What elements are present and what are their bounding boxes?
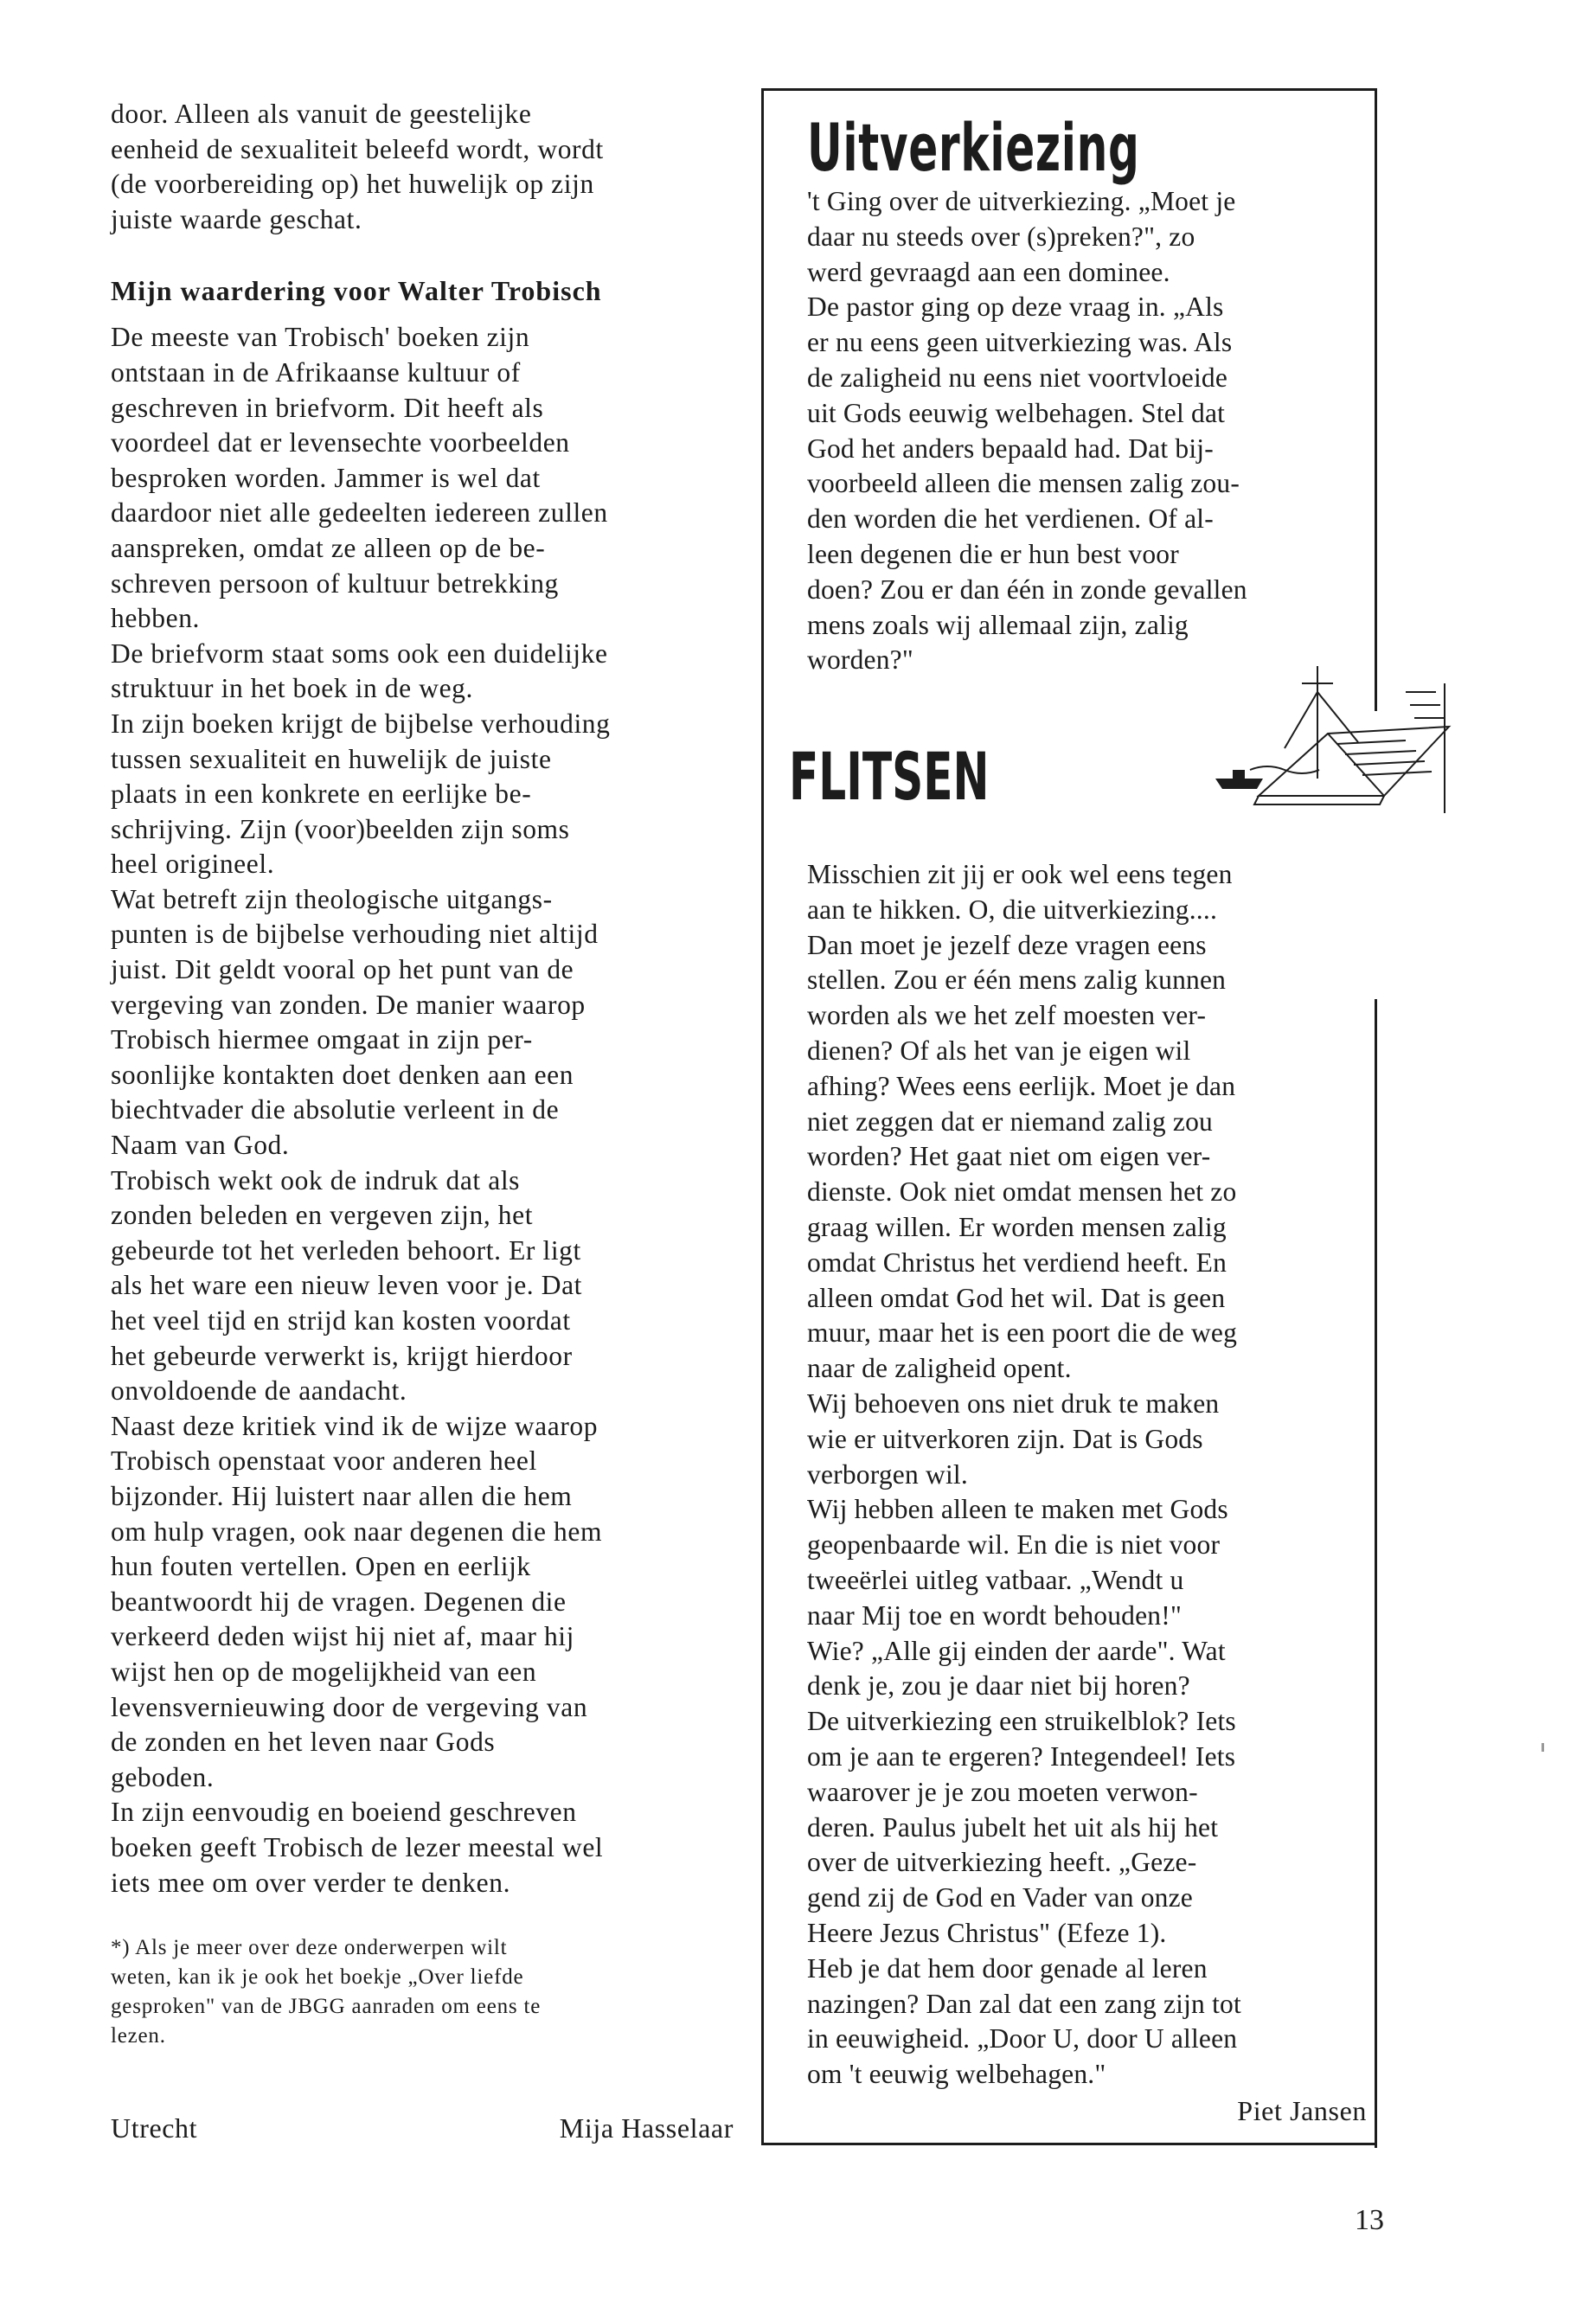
text-line: om je aan te ergeren? Integendeel! Iets — [807, 1740, 1236, 1772]
text-line: juist. Dit geldt vooral op het punt van de — [111, 954, 574, 985]
box-intro-text — [807, 184, 1326, 678]
text-line: Heb je dat hem door genade al leren — [807, 1952, 1208, 1984]
text-line: stellen. Zou er één mens zalig kunnen — [807, 965, 1227, 996]
text-line: afhing? Wees eens eerlijk. Moet je dan — [807, 1070, 1236, 1101]
text-line: ontstaan in de Afrikaanse kultuur of — [111, 356, 521, 388]
text-line: daardoor niet alle gedeelten iedereen zullen — [111, 497, 608, 529]
text-line: In zijn eenvoudig en boeiend geschreven — [111, 1797, 577, 1828]
text-line: Wij hebben alleen te maken met Gods — [807, 1494, 1228, 1525]
author-name: Mija Hasselaar — [559, 2112, 734, 2144]
page-number: 13 — [1355, 2204, 1384, 2236]
text-line: als het ware een nieuw leven voor je. Dat — [111, 1270, 583, 1301]
text-line: verkeerd deden wijst hij niet af, maar hij — [111, 1621, 575, 1652]
text-line: aanspreken, omdat ze alleen op de be- — [111, 532, 546, 563]
text-line: waarover je je zou moeten verwon- — [807, 1776, 1198, 1807]
text-line: gend zij de God en Vader van onze — [807, 1882, 1193, 1913]
text-line: alleen omdat God het wil. Dat is geen — [807, 1282, 1226, 1313]
text-line: onvoldoende de aandacht. — [111, 1375, 407, 1407]
text-line: juiste waarde geschat. — [111, 203, 362, 234]
text-line: door. Alleen als vanuit de geestelijke — [111, 99, 532, 129]
text-line: het gebeurde verwerkt is, krijgt hierdoor — [111, 1340, 573, 1371]
text-line: God het anders bepaald had. Dat bij- — [807, 433, 1214, 464]
text-line: Wij behoeven ons niet druk te maken — [807, 1388, 1220, 1419]
text-line: beantwoordt hij de vragen. Degenen die — [111, 1586, 567, 1617]
text-line: omdat Christus het verdiend heeft. En — [807, 1247, 1227, 1278]
text-line: 't Ging over de uitverkiezing. „Moet je — [807, 186, 1236, 216]
text-line: den worden die het verdienen. Of al- — [807, 503, 1214, 535]
intro-paragraph — [111, 97, 734, 237]
text-line: de zonden en het leven naar Gods — [111, 1727, 496, 1758]
text-line: De uitverkiezing een struikelblok? Iets — [807, 1706, 1236, 1737]
text-line: naar Mij toe en wordt behouden!" — [807, 1599, 1183, 1631]
text-line: Dan moet je jezelf deze vragen eens — [807, 929, 1207, 960]
boxed-article — [761, 88, 1375, 2145]
box-body-text — [807, 857, 1326, 2093]
box-border-segment — [1375, 88, 1377, 711]
text-line: om 't eeuwig welbehagen." — [807, 2059, 1106, 2090]
text-line: wie er uitverkoren zijn. Dat is Gods — [807, 1423, 1203, 1454]
text-line: (de voorbereiding op) het huwelijk op zijn — [111, 169, 594, 200]
text-line: gebeurde tot het verleden behoort. Er ligt — [111, 1234, 581, 1266]
text-line: biechtvader die absolutie verleent in de — [111, 1094, 560, 1125]
section-heading: Mijn waardering voor Walter Trobisch — [111, 275, 602, 307]
text-line: dienen? Of als het van je eigen wil — [807, 1035, 1191, 1066]
text-line: bijzonder. Hij luistert naar allen die hem — [111, 1480, 573, 1511]
text-line: wijst hen op de mogelijkheid van een — [111, 1656, 537, 1687]
box-title: Uitverkiezing — [807, 109, 1140, 186]
text-line: schreven persoon of kultuur betrekking — [111, 567, 559, 599]
text-line: eenheid de sexualiteit beleefd wordt, wordt — [111, 133, 604, 164]
text-line: Trobisch hiermee omgaat in zijn per- — [111, 1024, 533, 1055]
text-line: er nu eens geen uitverkiezing was. Als — [807, 327, 1233, 358]
footnote-line: weten, kan ik je ook het boekje „Over liefde — [111, 1965, 524, 1990]
text-line: doen? Zou er dan één in zonde gevallen — [807, 574, 1247, 605]
text-line: geopenbaarde wil. En die is niet voor — [807, 1529, 1221, 1561]
text-line: boeken geeft Trobisch de lezer meestal wel — [111, 1831, 604, 1862]
text-line: geschreven in briefvorm. Dit heeft als — [111, 392, 544, 423]
text-line: De briefvorm staat soms ook een duidelijke — [111, 638, 608, 669]
place-name: Utrecht — [111, 2112, 198, 2144]
text-line: over de uitverkiezing heeft. „Geze- — [807, 1847, 1197, 1878]
text-line: verborgen wil. — [807, 1458, 968, 1490]
footnote — [111, 1933, 734, 2051]
text-line: Trobisch openstaat voor anderen heel — [111, 1445, 537, 1477]
text-line: zonden beleden en vergeven zijn, het — [111, 1200, 534, 1231]
text-line: Heere Jezus Christus" (Efeze 1). — [807, 1917, 1167, 1948]
text-line: aan te hikken. O, die uitverkiezing.... — [807, 894, 1218, 925]
text-line: punten is de bijbelse verhouding niet altijd — [111, 919, 599, 950]
text-line: muur, maar het is een poort die de weg — [807, 1317, 1238, 1349]
text-line: voorbeeld alleen die mensen zalig zou- — [807, 468, 1240, 499]
text-line: plaats in een konkrete en eerlijke be- — [111, 779, 532, 810]
text-line: soonlijke kontakten doet denken aan een — [111, 1059, 574, 1090]
box-border-segment — [1375, 999, 1377, 2148]
footnote-line: *) Als je meer over deze onderwerpen wilt — [111, 1936, 508, 1960]
text-line: niet zeggen dat er niemand zalig zou — [807, 1106, 1213, 1137]
text-line: In zijn boeken krijgt de bijbelse verhouding — [111, 708, 611, 739]
text-line: Wat betreft zijn theologische uitgangs- — [111, 883, 553, 914]
section-title-flitsen: FLITSEN — [789, 738, 990, 815]
text-line: Naast deze kritiek vind ik de wijze waarop — [111, 1410, 599, 1441]
text-line: levensvernieuwing door de vergeving van — [111, 1691, 588, 1722]
text-line: schrijving. Zijn (voor)beelden zijn soms — [111, 813, 570, 844]
text-line: struktuur in het boek in de weg. — [111, 673, 473, 704]
text-line: deren. Paulus jubelt het uit als hij het — [807, 1811, 1219, 1843]
text-line: leen degenen die er hun best voor — [807, 538, 1179, 569]
text-line: voordeel dat er levensechte voorbeelden — [111, 427, 570, 458]
body-text — [111, 320, 734, 1900]
text-line: De pastor ging op deze vraag in. „Als — [807, 292, 1224, 323]
text-line: De meeste van Trobisch' boeken zijn — [111, 322, 530, 353]
text-line: naar de zaligheid opent. — [807, 1353, 1072, 1384]
box-author-name: Piet Jansen — [1237, 2095, 1367, 2126]
text-line: Wie? „Alle gij einden der aarde". Wat — [807, 1635, 1226, 1666]
text-line: hebben. — [111, 603, 201, 634]
text-line: het veel tijd en strijd kan kosten voordat — [111, 1305, 571, 1336]
text-line: hun fouten vertellen. Open en eerlijk — [111, 1551, 531, 1582]
text-line: Trobisch wekt ook de indruk dat als — [111, 1164, 521, 1195]
text-line: besproken worden. Jammer is wel dat — [111, 462, 541, 493]
text-line: worden als we het zelf moesten ver- — [807, 1000, 1207, 1031]
footnote-line: gesproken" van de JBGG aanraden om eens te — [111, 1995, 542, 2019]
text-line: worden? Het gaat niet om eigen ver- — [807, 1141, 1211, 1172]
text-line: in eeuwigheid. „Door U, door U alleen — [807, 2023, 1238, 2054]
open-bible-ship-icon — [1198, 666, 1458, 822]
text-line: tweeërlei uitleg vatbaar. „Wendt u — [807, 1564, 1184, 1595]
footnote-line: lezen. — [111, 2024, 166, 2048]
text-line: worden?" — [807, 644, 913, 676]
text-line: werd gevraagd aan een dominee. — [807, 256, 1170, 287]
text-line: denk je, zou je daar niet bij horen? — [807, 1670, 1190, 1702]
text-line: mens zoals wij allemaal zijn, zalig — [807, 609, 1189, 640]
left-signature — [111, 2112, 734, 2144]
left-article-column — [111, 97, 734, 2051]
text-line: uit Gods eeuwig welbehagen. Stel dat — [807, 397, 1226, 428]
text-line: heel origineel. — [111, 849, 275, 880]
text-line: nazingen? Dan zal dat een zang zijn tot — [807, 1988, 1241, 2019]
text-line: daar nu steeds over (s)preken?", zo — [807, 221, 1195, 252]
text-line: Naam van God. — [111, 1130, 290, 1161]
text-line: tussen sexualiteit en huwelijk de juiste — [111, 743, 552, 774]
text-line: om hulp vragen, ook naar degenen die hem — [111, 1516, 603, 1547]
text-line: dienste. Ook niet omdat mensen het zo — [807, 1176, 1237, 1208]
text-line: de zaligheid nu eens niet voortvloeide — [807, 362, 1228, 393]
text-line: geboden. — [111, 1761, 215, 1792]
text-line: iets mee om over verder te denken. — [111, 1867, 511, 1898]
text-line: vergeving van zonden. De manier waarop — [111, 989, 586, 1020]
text-line: Misschien zit jij er ook wel eens tegen — [807, 859, 1233, 889]
text-line: graag willen. Er worden mensen zalig — [807, 1211, 1227, 1242]
scan-speck — [1542, 1743, 1544, 1752]
